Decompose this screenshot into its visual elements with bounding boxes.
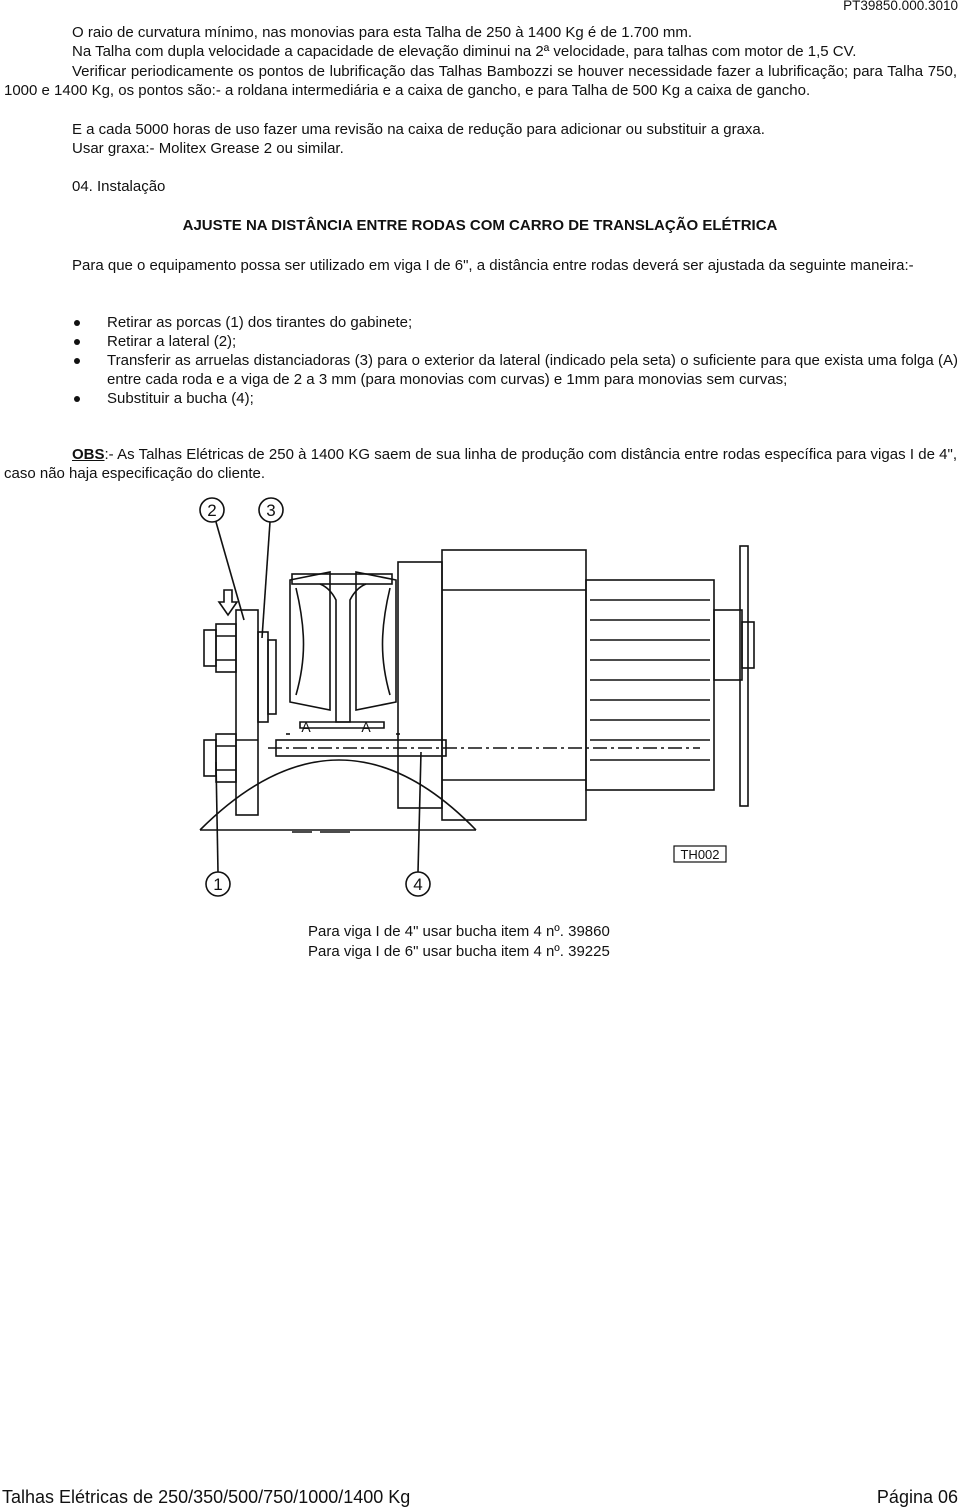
page-number: Página 06 <box>876 1487 958 1507</box>
callout-label: 4 <box>413 875 423 894</box>
bullet-icon <box>74 396 80 402</box>
callout-label: 3 <box>266 501 276 520</box>
gap-label: A <box>361 719 371 735</box>
obs-label: OBS <box>72 446 105 463</box>
step-text: Retirar as porcas (1) dos tirantes do gabinete; <box>107 314 413 331</box>
grease-note: Usar graxa:- Molitex Grease 2 ou similar. <box>72 140 344 157</box>
document-code: PT39850.000.3010 <box>843 0 958 13</box>
step-text: Substituir a bucha (4); <box>107 390 254 407</box>
gap-label: A <box>301 719 311 735</box>
drawing-code: TH002 <box>680 847 720 862</box>
wheel-distance-drawing <box>0 490 960 910</box>
obs-text: :- As Talhas Elétricas de 250 à 1400 KG saem de sua linha de produção com distância entre rodas específica para vigas I de 4", caso não haja especificação do cliente. <box>4 446 957 482</box>
curvature-note: O raio de curvatura mínimo, nas monovias para esta Talha de 250 à 1400 Kg é de 1.700 mm. <box>72 24 693 41</box>
list-item <box>72 389 958 408</box>
callout-label: 1 <box>213 875 223 894</box>
lubrication-paragraph: Verificar periodicamente os pontos de lubrificação das Talhas Bambozzi se houver necessidade fazer a lubrificação; para Talha 750, 1000 e 1400 Kg, os pontos são:- a roldana intermediária e a caixa de gancho, e para Talha de 500 Kg a caixa de gancho. <box>4 63 957 99</box>
bullet-icon <box>74 339 80 345</box>
caption-6-inch: Para viga I de 6" usar bucha item 4 nº. 39225 <box>308 943 610 960</box>
list-item <box>72 332 958 351</box>
callout-label: 2 <box>207 501 217 520</box>
list-item <box>72 351 958 389</box>
step-text: Retirar a lateral (2); <box>107 333 237 350</box>
step-text: Transferir as arruelas distanciadoras (3) para o exterior da lateral (indicado pela seta) o suficiente para que exista uma folga (A) entre cada roda e a viga de 2 a 3 mm (para monovias com curvas) e 1mm para monovias sem curvas; <box>107 352 958 388</box>
dual-speed-note: Na Talha com dupla velocidade a capacidade de elevação diminui na 2ª velocidade, para talhas com motor de 1,5 CV. <box>72 43 857 60</box>
bullet-icon <box>74 320 80 326</box>
caption-4-inch: Para viga I de 4" usar bucha item 4 nº. 39860 <box>308 923 610 940</box>
footer-title: Talhas Elétricas de 250/350/500/750/1000/1400 Kg <box>2 1487 411 1507</box>
procedure-intro: Para que o equipamento possa ser utilizado em viga I de 6", a distância entre rodas deverá ser ajustada da seguinte maneira:- <box>72 257 914 274</box>
bullet-icon <box>74 358 80 364</box>
section-title: AJUSTE NA DISTÂNCIA ENTRE RODAS COM CARRO DE TRANSLAÇÃO ELÉTRICA <box>182 217 778 234</box>
procedure-steps <box>72 313 958 408</box>
section-heading: 04. Instalação <box>72 178 166 195</box>
list-item <box>72 313 958 332</box>
obs-note <box>4 445 957 483</box>
revision-note: E a cada 5000 horas de uso fazer uma revisão na caixa de redução para adicionar ou substituir a graxa. <box>72 121 765 138</box>
figure-captions <box>308 922 610 962</box>
arrow-icon <box>219 590 237 615</box>
